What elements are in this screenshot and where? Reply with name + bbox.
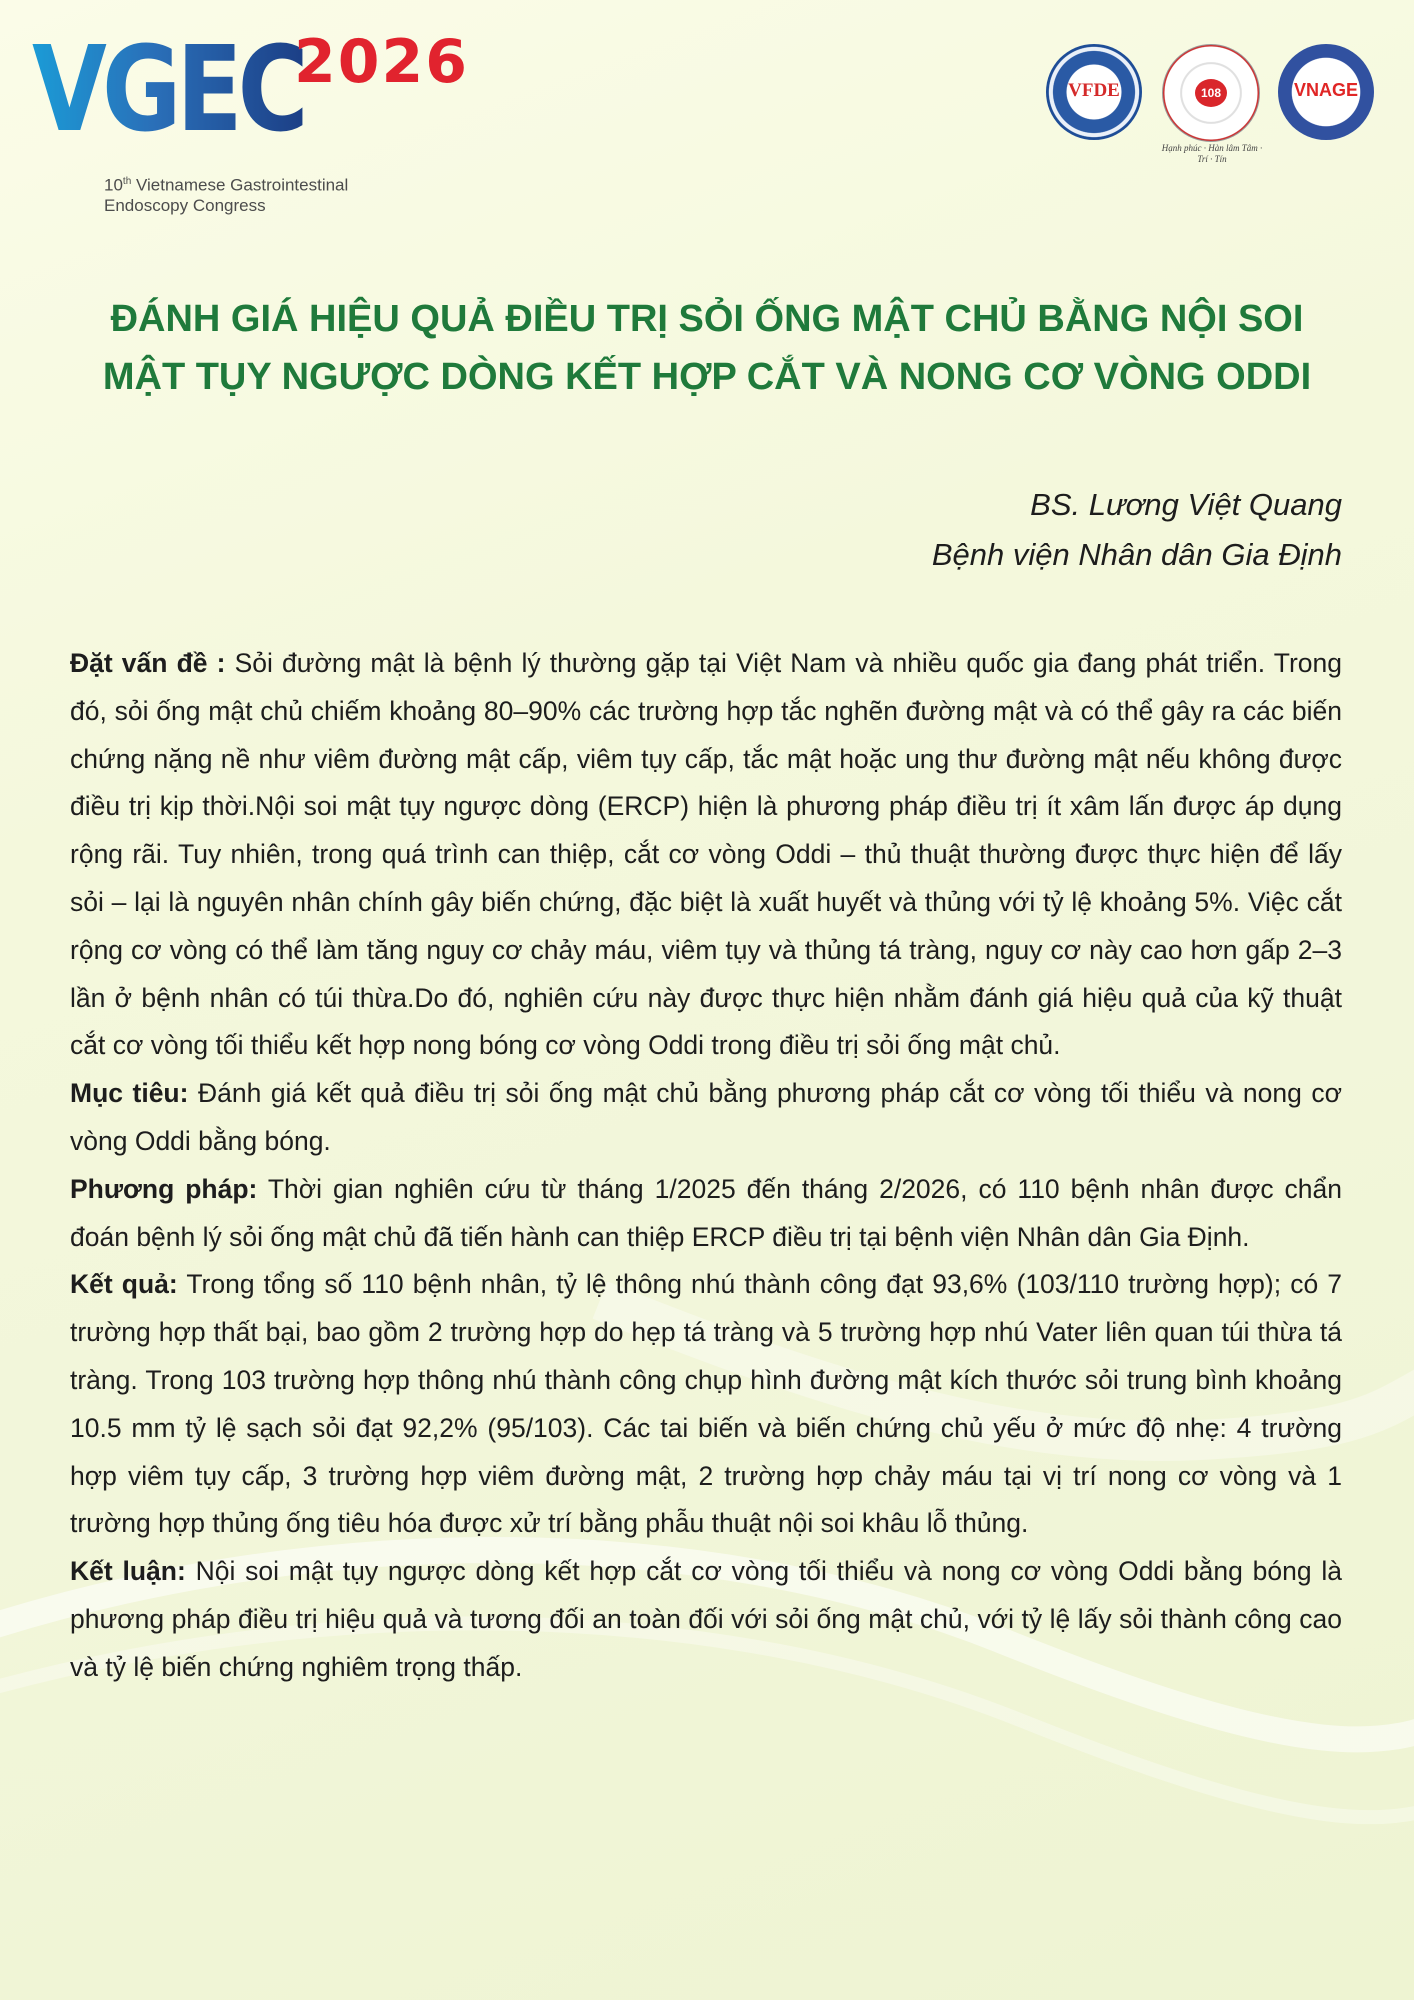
section-text: Sỏi đường mật là bệnh lý thường gặp tại Việt Nam và nhiều quốc gia đang phát triển. Trong đó, sỏi ống mật chủ chiếm khoảng 80–90% các trường hợp tắc nghẽn đường mật và có thể gây ra các biến chứng nặng nề như viêm đường mật cấp, viêm tụy cấp, tắc mật hoặc ung thư đường mật nếu không được điều trị kịp thời.Nội soi mật tụy ngược dòng (ERCP) hiện là phương pháp điều trị ít xâm lấn được áp dụng rộng rãi. Tuy nhiên, trong quá trình can thiệp, cắt cơ vòng Oddi – thủ thuật thường được thực hiện để lấy sỏi – lại là nguyên nhân chính gây biến chứng, đặc biệt là xuất huyết và thủng với tỷ lệ khoảng 5%. Việc cắt rộng cơ vòng có thể làm tăng nguy cơ chảy máu, viêm tụy và thủng tá tràng, nguy cơ này cao hơn gấp 2–3 lần ở bệnh nhân có túi thừa.Do đó, nghiên cứu này được thực hiện nhằm đánh giá hiệu quả của kỹ thuật cắt cơ vòng tối thiểu kết hợp nong bóng cơ vòng Oddi trong điều trị sỏi ống mật chủ. xyxy=(70,648,1342,1061)
abstract-title-line1: ĐÁNH GIÁ HIỆU QUẢ ĐIỀU TRỊ SỎI ỐNG MẬT CHỦ BẰNG NỘI SOI xyxy=(110,298,1304,340)
abstract-body xyxy=(70,640,1342,1692)
logo-subtitle-ordinal: 10 xyxy=(104,175,123,195)
logo-subtitle xyxy=(104,172,404,216)
logo-subtitle-line2: Endoscopy Congress xyxy=(104,195,266,215)
vnage-seal-text: VNAGE xyxy=(1293,80,1358,100)
vgec-logo xyxy=(32,20,469,220)
abstract-title-line2: MẬT TỤY NGƯỢC DÒNG KẾT HỢP CẮT VÀ NONG CƠ VÒNG ODDI xyxy=(102,356,1312,398)
hospital-108-seal xyxy=(1161,44,1263,164)
vnage-seal xyxy=(1278,44,1374,140)
page-header xyxy=(0,0,1414,230)
author-block xyxy=(932,480,1342,580)
partner-seals xyxy=(1046,44,1376,164)
section-results xyxy=(70,1261,1342,1548)
hospital-108-caption: Hạnh phúc · Hàn lâm Tâm · Trí · Tín xyxy=(1161,143,1263,164)
section-text: Đánh giá kết quả điều trị sỏi ống mật chủ bằng phương pháp cắt cơ vòng tối thiểu và nong cơ vòng Oddi bằng bóng. xyxy=(70,1078,1342,1156)
logo-wordmark: VGEC xyxy=(32,20,304,158)
vfde-seal xyxy=(1046,44,1142,140)
section-text: Trong tổng số 110 bệnh nhân, tỷ lệ thông nhú thành công đạt 93,6% (103/110 trường hợp); có 7 trường hợp thất bại, bao gồm 2 trường hợp do hẹp tá tràng và 5 trường hợp nhú Vater liên quan túi thừa tá tràng. Trong 103 trường hợp thông nhú thành công chụp hình đường mật kích thước sỏi trung bình khoảng 10.5 mm tỷ lệ sạch sỏi đạt 92,2% (95/103). Các tai biến và biến chứng chủ yếu ở mức độ nhẹ: 4 trường hợp viêm tụy cấp, 3 trường hợp viêm đường mật, 2 trường hợp chảy máu tại vị trí nong cơ vòng và 1 trường hợp thủng ống tiêu hóa được xử trí bằng phẫu thuật nội soi khâu lỗ thủng. xyxy=(70,1269,1343,1539)
section-objective xyxy=(70,1070,1342,1166)
logo-subtitle-line1: Vietnamese Gastrointestinal xyxy=(131,175,349,195)
section-methods xyxy=(70,1166,1342,1262)
logo-subtitle-ordinal-suffix: th xyxy=(122,176,132,187)
section-label: Phương pháp: xyxy=(70,1173,258,1204)
section-conclusion xyxy=(70,1548,1342,1691)
section-text: Thời gian nghiên cứu từ tháng 1/2025 đến tháng 2/2026, có 110 bệnh nhân được chẩn đoán bệnh lý sỏi ống mật chủ đã tiến hành can thiệp ERCP điều trị tại bệnh viện Nhân dân Gia Định. xyxy=(70,1173,1342,1252)
author-name: BS. Lương Việt Quang xyxy=(1030,487,1342,522)
section-text: Nội soi mật tụy ngược dòng kết hợp cắt cơ vòng tối thiểu và nong cơ vòng Oddi bằng bóng là phương pháp điều trị hiệu quả và tương đối an toàn đối với sỏi ống mật chủ, với tỷ lệ lấy sỏi thành công cao và tỷ lệ biến chứng nghiêm trọng thấp. xyxy=(70,1556,1342,1682)
vfde-seal-text: VFDE xyxy=(1068,80,1120,101)
section-background xyxy=(70,640,1342,1070)
hospital-108-seal-text: 108 xyxy=(1195,79,1227,107)
section-label: Mục tiêu: xyxy=(70,1078,189,1109)
abstract-title xyxy=(40,290,1374,406)
logo-year: 2026 xyxy=(294,27,469,97)
section-label: Đặt vấn đề : xyxy=(70,648,226,678)
author-affiliation: Bệnh viện Nhân dân Gia Định xyxy=(931,537,1342,572)
section-label: Kết quả: xyxy=(70,1269,178,1300)
section-label: Kết luận: xyxy=(70,1556,186,1587)
